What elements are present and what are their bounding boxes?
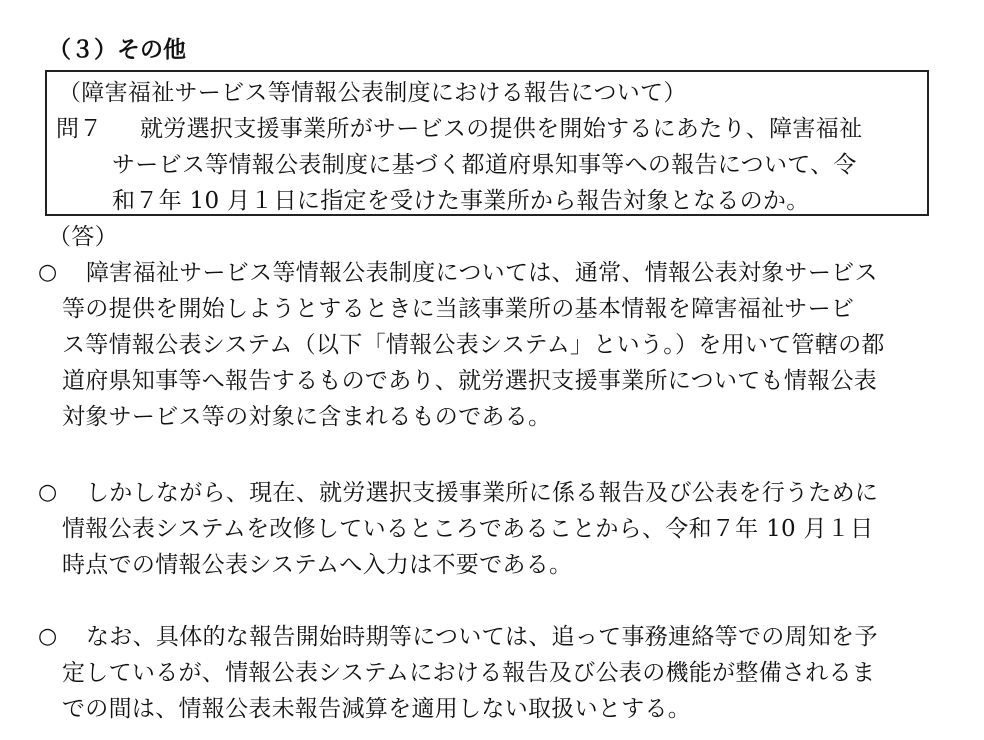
question-label: 問７ [56,116,103,142]
question-line: 和７年 10 月１日に指定を受けた事業所から報告対象となるのか。 [112,188,810,214]
section-heading: （３）その他 [48,37,186,63]
answer-line: ス等情報公表システム（以下「情報公表システム」という。）を用いて管轄の都 [62,332,885,358]
question-topic: （障害福祉サービス等情報公表制度における報告について） [58,80,687,106]
answer-line: での間は、情報公表未報告減算を適用しない取扱いとする。 [62,696,692,722]
question-line: サービス等情報公表制度に基づく都道府県知事等への報告について、令 [112,152,857,178]
answer-line: なお、具体的な報告開始時期等については、追って事務連絡等での周知を予 [86,624,878,650]
answer-line: 障害福祉サービス等情報公表制度については、通常、情報公表対象サービス [86,260,878,286]
bullet-circle: ○ [38,624,58,649]
answer-line: しかしながら、現在、就労選択支援事業所に係る報告及び公表を行うために [86,480,879,506]
bullet-circle: ○ [38,260,58,285]
answer-line: 定しているが、情報公表システムにおける報告及び公表の機能が整備されるま [62,660,876,686]
answer-line: 時点での情報公表システムへ入力は不要である。 [62,552,573,578]
answer-line: 対象サービス等の対象に含まれるものである。 [62,404,552,430]
answer-line: 等の提供を開始しようとするときに当該事業所の基本情報を障害福祉サービ [62,296,855,322]
answer-line: 道府県知事等へ報告するものであり、就労選択支援事業所についても情報公表 [62,368,878,394]
bullet-circle: ○ [38,480,58,505]
question-line: 就労選択支援事業所がサービスの提供を開始するにあたり、障害福祉 [140,116,863,142]
answer-label: （答） [48,224,118,250]
answer-line: 情報公表システムを改修しているところであることから、令和７年 10 月１日 [62,516,874,542]
